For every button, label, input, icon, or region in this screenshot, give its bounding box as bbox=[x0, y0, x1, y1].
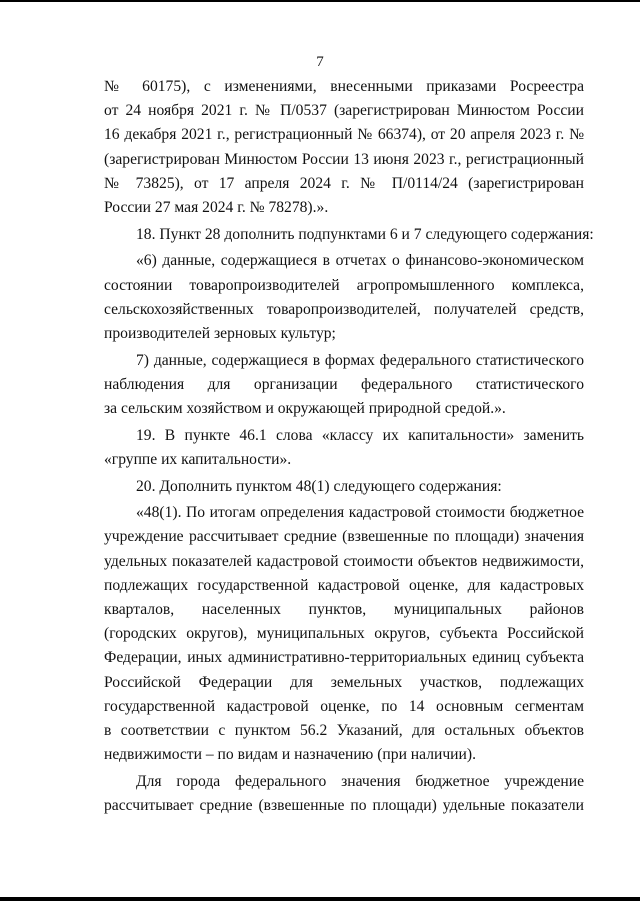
text-line: состоянии товаропроизводителей агропромышленного комплекса, bbox=[104, 276, 584, 294]
text-line: в соответствии с пунктом 56.2 Указаний, для остальных объектов bbox=[104, 721, 584, 739]
text-line: 7) данные, содержащиеся в формах федерального статистического bbox=[136, 351, 584, 369]
text-line: за сельским хозяйством и окружающей природной средой.». bbox=[104, 399, 506, 417]
scan-top-edge bbox=[0, 0, 640, 2]
text-line: «6) данные, содержащиеся в отчетах о финансово-экономическом bbox=[136, 252, 584, 270]
text-line: (зарегистрирован Минюстом России 13 июня 2023 г., регистрационный bbox=[104, 150, 584, 168]
text-line: «48(1). По итогам определения кадастровой стоимости бюджетное bbox=[136, 504, 584, 522]
paragraph-20: 20. Дополнить пунктом 48(1) следующего содержания: bbox=[136, 477, 502, 495]
text-line: кварталов, населенных пунктов, муниципальных районов bbox=[104, 600, 584, 618]
text-line: от 24 ноября 2021 г. № П/0537 (зарегистрирован Минюстом России bbox=[104, 102, 584, 120]
text-line: рассчитывает средние (взвешенные по площади) удельные показатели bbox=[104, 796, 584, 814]
text-line: № 73825), от 17 апреля 2024 г. № П/0114/24 (зарегистрирован bbox=[104, 174, 584, 192]
paragraph-18: 18. Пункт 28 дополнить подпунктами 6 и 7 следующего содержания: bbox=[136, 225, 594, 243]
scan-bottom-edge bbox=[0, 897, 640, 901]
text-line: подлежащих государственной кадастровой оценке, для кадастровых bbox=[104, 576, 584, 594]
text-line: «группе их капитальности». bbox=[104, 450, 292, 468]
paragraph-19: 19. В пункте 46.1 слова «классу их капитальности» заменить bbox=[136, 426, 584, 444]
text-line: учреждение рассчитывает средние (взвешенные по площади) значения bbox=[104, 528, 584, 546]
document-body bbox=[104, 75, 594, 818]
text-line: Федерации, иных административно-территориальных единиц субъекта bbox=[104, 649, 584, 667]
text-line: государственной кадастровой оценке, по 14 основным сегментам bbox=[104, 697, 584, 715]
text-line: Для города федерального значения бюджетное учреждение bbox=[136, 772, 584, 790]
page-number: 7 bbox=[316, 54, 324, 70]
text-line: (городских округов), муниципальных округов, субъекта Российской bbox=[104, 625, 584, 643]
text-line: наблюдения для организации федерального статистического bbox=[104, 375, 584, 393]
text-line: Российской Федерации для земельных участков, подлежащих bbox=[104, 673, 584, 691]
text-line: удельных показателей кадастровой стоимости объектов недвижимости, bbox=[104, 552, 584, 570]
text-line: № 60175), с изменениями, внесенными приказами Росреестра bbox=[104, 78, 584, 95]
text-line: сельскохозяйственных товаропроизводителей, получателей средств, bbox=[104, 300, 584, 318]
text-line: 16 декабря 2021 г., регистрационный № 66374), от 20 апреля 2023 г. № bbox=[104, 126, 584, 144]
text-line: производителей зерновых культур; bbox=[104, 324, 336, 342]
text-line: недвижимости – по видам и назначению (при наличии). bbox=[104, 746, 476, 764]
text-line: России 27 мая 2024 г. № 78278).». bbox=[104, 198, 329, 216]
